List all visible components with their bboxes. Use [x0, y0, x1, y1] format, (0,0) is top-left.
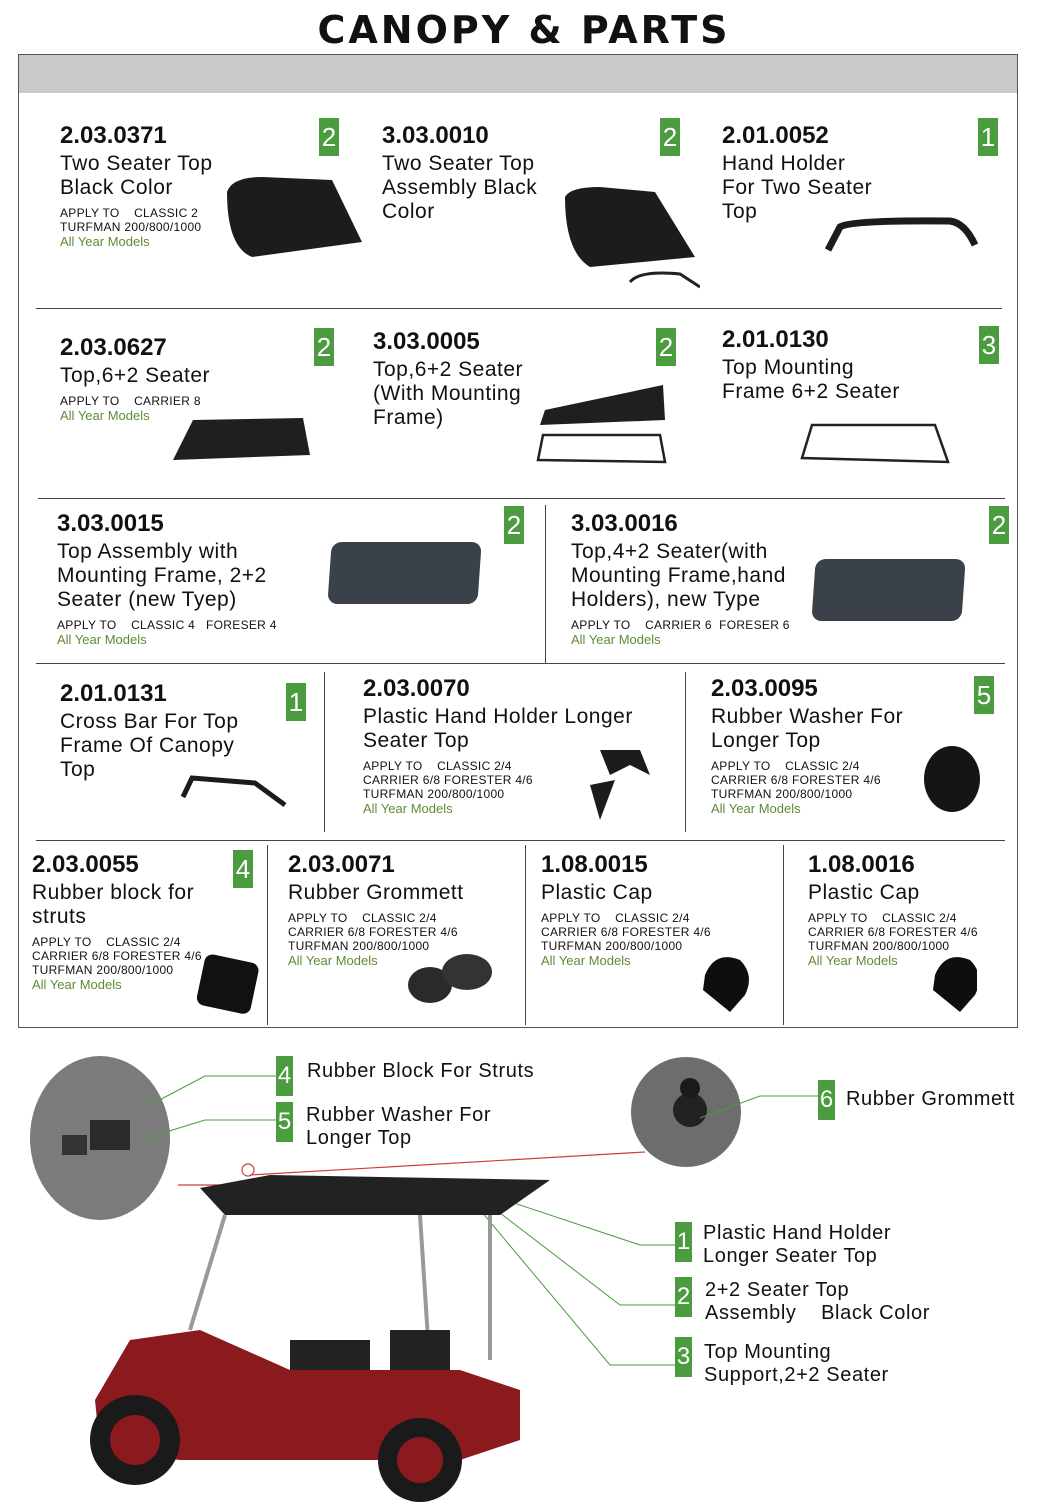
quantity-badge: 2: [656, 328, 676, 366]
quantity-badge: 2: [504, 506, 524, 544]
part-name-line: Color: [382, 200, 435, 223]
apply-line: TURFMAN 200/800/1000: [288, 939, 430, 953]
apply-line: APPLY TO CLASSIC 2/4: [808, 911, 957, 925]
part-image: [180, 775, 290, 830]
part-name-line: Rubber Grommett: [288, 881, 464, 904]
part-name: [571, 540, 790, 612]
part-name-line: Cross Bar For Top: [60, 710, 239, 733]
part-name-line: Longer Top: [711, 729, 821, 752]
apply-to: [541, 911, 711, 953]
part-name-line: struts: [32, 905, 87, 928]
apply-line: CARRIER 6/8 FORESTER 4/6: [711, 773, 881, 787]
part-name-line: Top: [722, 200, 758, 223]
callout-line: Longer Seater Top: [703, 1245, 878, 1267]
callout-line: Rubber Washer For: [306, 1104, 492, 1126]
part-image: [925, 950, 977, 1035]
apply-to: [57, 618, 277, 632]
part-name-line: Seater Top: [363, 729, 470, 752]
callout-label: [703, 1222, 891, 1268]
part-cell: [711, 675, 903, 817]
part-code: 1.08.0016: [808, 851, 915, 878]
callout-label: [846, 1088, 1015, 1111]
part-name-line: Plastic Cap: [808, 881, 920, 904]
callout-badge: 3: [675, 1337, 692, 1377]
part-name: [60, 710, 239, 782]
callout-line: Top Mounting: [704, 1341, 832, 1363]
years-label: All Year Models: [32, 977, 122, 992]
part-name: [808, 881, 978, 905]
inset-photo-strut: [30, 1056, 170, 1220]
part-name: [722, 152, 872, 224]
callout-label: [705, 1279, 930, 1325]
part-cell: [60, 680, 239, 782]
divider: [36, 840, 1005, 841]
part-code: 2.01.0052: [722, 122, 829, 149]
quantity-badge: 5: [974, 676, 994, 714]
part-name-line: Plastic Cap: [541, 881, 653, 904]
apply-to: [32, 935, 202, 977]
divider: [685, 672, 686, 832]
callout-line: Longer Top: [306, 1127, 412, 1149]
apply-line: APPLY TO CARRIER 6 FORESER 6: [571, 618, 790, 632]
part-cell: [60, 122, 213, 250]
quantity-badge: 1: [286, 683, 306, 721]
part-cell: [571, 510, 790, 648]
part-name-line: Frame Of Canopy: [60, 734, 235, 757]
part-image: [192, 950, 262, 1035]
apply-line: TURFMAN 200/800/1000: [32, 963, 174, 977]
part-name-line: Rubber block for: [32, 881, 195, 904]
part-name-line: Top,6+2 Seater: [60, 364, 211, 387]
apply-line: CARRIER 6/8 FORESTER 4/6: [32, 949, 202, 963]
divider: [267, 845, 268, 1025]
years-label: All Year Models: [288, 953, 378, 968]
part-image: [800, 420, 950, 485]
apply-line: APPLY TO CLASSIC 2/4: [32, 935, 181, 949]
part-name-line: Mounting Frame,hand: [571, 564, 786, 587]
header-band: [19, 55, 1017, 93]
part-image: [405, 950, 495, 1025]
part-name: [32, 881, 202, 929]
part-code: 3.03.0010: [382, 122, 489, 149]
apply-line: CARRIER 6/8 FORESTER 4/6: [288, 925, 458, 939]
callout-badge: 6: [818, 1080, 835, 1120]
inset-photo-grommet: [631, 1057, 741, 1167]
part-name-line: For Two Seater: [722, 176, 873, 199]
page-title: CANOPY & PARTS: [317, 8, 731, 52]
apply-line: APPLY TO CLASSIC 2/4: [541, 911, 690, 925]
callout-badge: 1: [675, 1222, 692, 1262]
years-label: All Year Models: [808, 953, 898, 968]
callout-line: Rubber Block For Struts: [307, 1060, 535, 1082]
quantity-badge: 2: [314, 328, 334, 366]
divider: [324, 672, 325, 832]
apply-line: TURFMAN 200/800/1000: [711, 787, 853, 801]
apply-line: CARRIER 6/8 FORESTER 4/6: [363, 773, 533, 787]
years-label: All Year Models: [363, 801, 453, 816]
part-cell: [60, 334, 210, 424]
part-name: [60, 364, 210, 388]
callout-line: 2+2 Seater Top: [705, 1279, 850, 1301]
part-image: [695, 950, 757, 1035]
apply-line: APPLY TO CLASSIC 2/4: [363, 759, 512, 773]
part-name-line: Rubber Washer For: [711, 705, 904, 728]
part-image: [328, 538, 486, 630]
part-name-line: Frame 6+2 Seater: [722, 380, 900, 403]
apply-line: APPLY TO CLASSIC 2: [60, 206, 199, 220]
apply-line: APPLY TO CLASSIC 2/4: [711, 759, 860, 773]
part-name-line: Hand Holder: [722, 152, 846, 175]
apply-to: [711, 759, 903, 801]
quantity-badge: 1: [978, 118, 998, 156]
divider: [783, 845, 784, 1025]
apply-to: [571, 618, 790, 632]
part-name-line: Top,4+2 Seater(with: [571, 540, 768, 563]
part-name: [288, 881, 464, 905]
callout-line: Plastic Hand Holder: [703, 1222, 892, 1244]
part-name-line: Top: [60, 758, 96, 781]
part-code: 2.03.0071: [288, 851, 395, 878]
part-name: [541, 881, 711, 905]
part-name-line: Plastic Hand Holder Longer: [363, 705, 633, 728]
divider: [545, 505, 546, 663]
years-label: All Year Models: [571, 632, 661, 647]
part-name: [722, 356, 900, 404]
part-name-line: Two Seater Top: [60, 152, 213, 175]
part-name-line: Seater (new Tyep): [57, 588, 237, 611]
part-code: 2.03.0371: [60, 122, 167, 149]
part-image: [168, 415, 313, 481]
callout-line: Rubber Grommett: [846, 1088, 1016, 1110]
divider: [38, 498, 1005, 499]
part-code: 2.03.0070: [363, 675, 470, 702]
part-name-line: Frame): [373, 406, 444, 429]
years-label: All Year Models: [711, 801, 801, 816]
part-cell: [32, 851, 202, 993]
part-code: 2.03.0055: [32, 851, 139, 878]
apply-line: TURFMAN 200/800/1000: [808, 939, 950, 953]
apply-line: TURFMAN 200/800/1000: [541, 939, 683, 953]
part-code: 3.03.0005: [373, 328, 480, 355]
years-label: All Year Models: [57, 632, 147, 647]
part-name: [57, 540, 277, 612]
part-image: [535, 380, 670, 485]
part-cell: [722, 122, 872, 224]
apply-line: TURFMAN 200/800/1000: [363, 787, 505, 801]
part-name-line: Mounting Frame, 2+2: [57, 564, 267, 587]
apply-line: APPLY TO CLASSIC 2/4: [288, 911, 437, 925]
divider: [525, 845, 526, 1025]
callout-line: Assembly Black Color: [705, 1302, 930, 1324]
apply-line: CARRIER 6/8 FORESTER 4/6: [808, 925, 978, 939]
callout-label: [704, 1341, 889, 1387]
years-label: All Year Models: [60, 408, 150, 423]
part-name: [60, 152, 213, 200]
quantity-badge: 2: [660, 118, 680, 156]
part-cell: [541, 851, 711, 969]
part-image: [820, 215, 985, 275]
quantity-badge: 4: [233, 850, 253, 888]
part-image: [222, 172, 367, 280]
part-code: 1.08.0015: [541, 851, 648, 878]
quantity-badge: 2: [319, 118, 339, 156]
callout-label: [307, 1060, 534, 1083]
part-name-line: Holders), new Type: [571, 588, 761, 611]
part-cell: [722, 326, 900, 404]
part-name-line: Assembly Black: [382, 176, 538, 199]
part-code: 3.03.0015: [57, 510, 164, 537]
part-code: 2.03.0627: [60, 334, 167, 361]
part-name: [711, 705, 903, 753]
part-cell: [373, 328, 523, 430]
years-label: All Year Models: [541, 953, 631, 968]
part-name: [382, 152, 537, 224]
part-code: 2.01.0131: [60, 680, 167, 707]
part-code: 2.03.0095: [711, 675, 818, 702]
quantity-badge: 2: [989, 506, 1009, 544]
callout-badge: 2: [675, 1277, 692, 1317]
callout-line: Support,2+2 Seater: [704, 1364, 889, 1386]
divider: [36, 663, 1005, 664]
apply-to: [60, 206, 213, 234]
apply-line: APPLY TO CLASSIC 4 FORESER 4: [57, 618, 277, 632]
apply-line: APPLY TO CARRIER 8: [60, 394, 201, 408]
callout-label: [306, 1104, 491, 1150]
part-code: 2.01.0130: [722, 326, 829, 353]
part-image: [570, 745, 665, 840]
part-cell: [382, 122, 537, 224]
part-image: [922, 745, 982, 833]
apply-to: [808, 911, 978, 953]
part-image: [560, 182, 700, 312]
part-name-line: Top,6+2 Seater: [373, 358, 524, 381]
apply-line: TURFMAN 200/800/1000: [60, 220, 202, 234]
part-image: [812, 555, 990, 633]
apply-to: [60, 394, 210, 408]
callout-badge: 4: [276, 1056, 293, 1096]
apply-to: [288, 911, 464, 953]
part-name-line: Two Seater Top: [382, 152, 535, 175]
part-name-line: Black Color: [60, 176, 173, 199]
part-name: [373, 358, 523, 430]
part-code: 3.03.0016: [571, 510, 678, 537]
callout-badge: 5: [276, 1102, 293, 1142]
divider: [36, 308, 1002, 309]
quantity-badge: 3: [979, 326, 999, 364]
part-name-line: Top Mounting: [722, 356, 855, 379]
part-name-line: Top Assembly with: [57, 540, 239, 563]
part-cell: [57, 510, 277, 648]
apply-line: CARRIER 6/8 FORESTER 4/6: [541, 925, 711, 939]
part-name-line: (With Mounting: [373, 382, 522, 405]
years-label: All Year Models: [60, 234, 150, 249]
